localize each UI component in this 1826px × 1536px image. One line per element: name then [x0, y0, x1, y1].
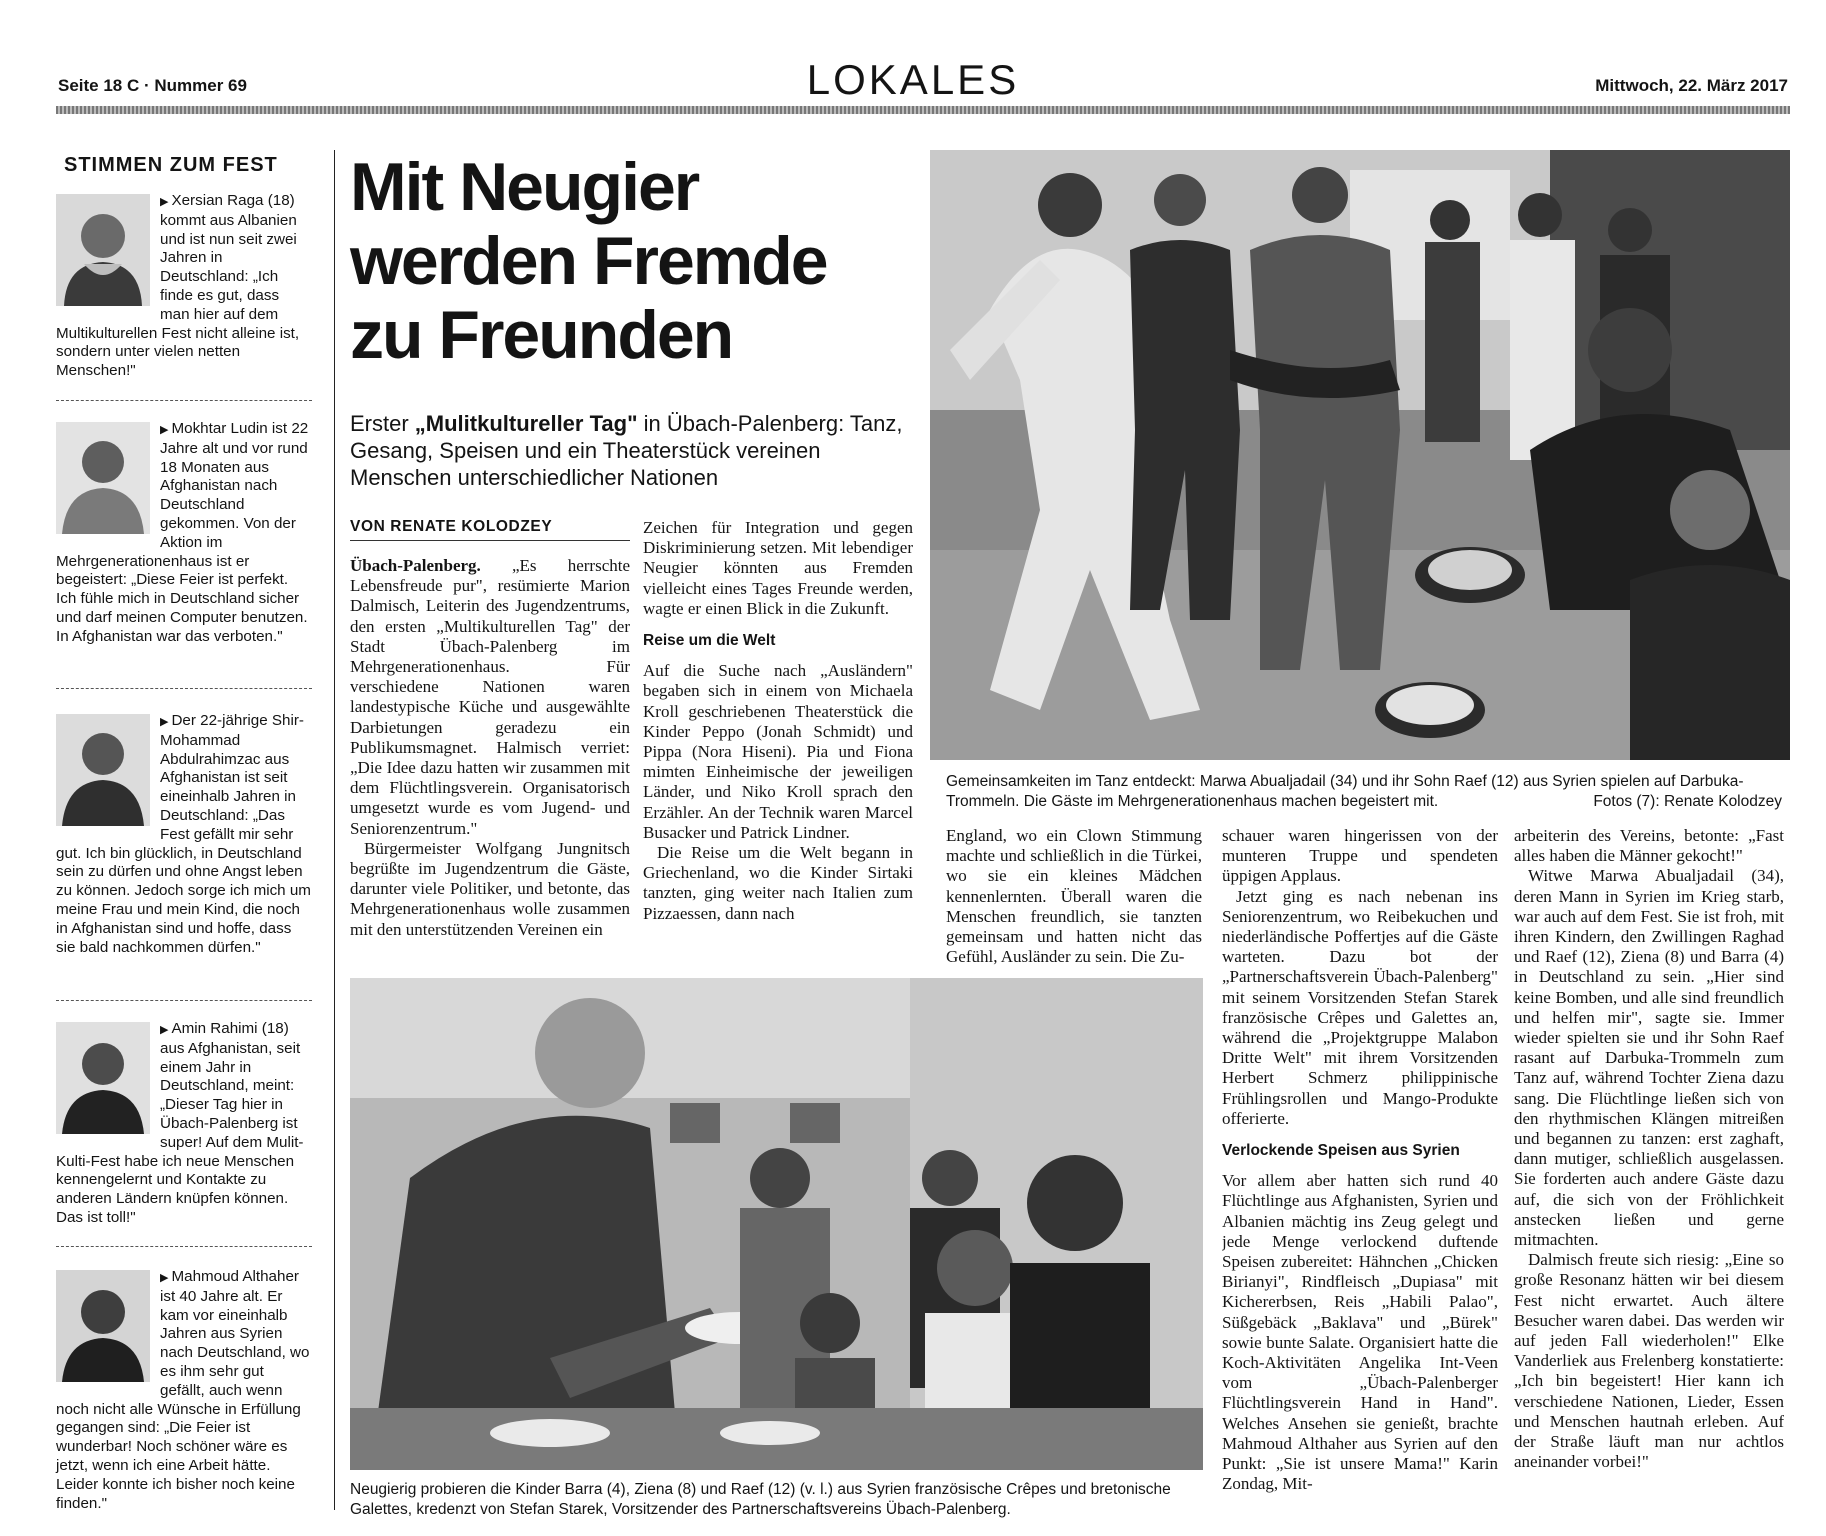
- bullet-triangle-icon: ▶: [160, 424, 169, 436]
- portrait-photo: [56, 1270, 150, 1382]
- article-headline: Mit Neugier werden Fremde zu Freunden: [350, 149, 827, 373]
- issue-date: Mittwoch, 22. März 2017: [1595, 76, 1788, 95]
- photo-credit: Fotos (7): Renate Kolodzey: [1593, 792, 1782, 810]
- bullet-triangle-icon: ▶: [160, 196, 169, 208]
- bullet-triangle-icon: ▶: [160, 1024, 169, 1036]
- page-number-info: Seite 18 C · Nummer 69: [58, 76, 247, 95]
- top-photo-caption: Gemeinsamkeiten im Tanz entdeckt: Marwa Abualjadail (34) und ihr Sohn Raef (12) aus Syrien spielen auf Darbuka-Trommeln. Die Gäste im Mehrgenerationenhaus machen begeistert mit. Fotos (7): Renate Kolodzey: [946, 773, 1782, 810]
- article-column-5: arbeiterin des Vereins, betonte: „Fast alles haben die Männer gekocht!" Witwe Marwa Abualjadail (34), deren Mann in Syrien im Krieg starb, war auch auf dem Fest. Sie ist froh, mit ihren Kindern, den Zwillingen Raghad und Raef (12), Ziena (8) und Barra (4) in Deutschland zu sein. „Hier sind keine Bomben, und alle sind freundlich und helfen mir", sagte sie. Immer wieder spielten sie und ihr Sohn Raef rasant auf Darbuka-Trommeln zum Tanz auf, während Tochter Ziena dazu sang. Die Flüchtlinge ließen sich von den rhythmischen Klängen mitreißen und begannen zu tanzen: erst zaghaft, dann mutiger, schließlich ausgelassen. Sie forderten auch andere Gäste dazu auf, die sich von der Fröhlichkeit anstecken ließen und gerne mitmachten. Dalmisch freute sich riesig: „Eine so große Resonanz hätten wir bei diesem Fest nicht erwartet. Auch ältere Besucher waren dabei. Das werden wir auf jeden Fall wiederholen!" Elke Vanderliek aus Frelenberg konstatierte: „Ich bin begeistert! Hier kann ich verschiedene Nationen, Lieder, Essen und Menschen hautnah erleben. Auf der Straße läuft man nur achtlos aneinander vorbei!": [1514, 826, 1784, 1472]
- bullet-triangle-icon: ▶: [160, 716, 169, 728]
- dance-photo: [930, 150, 1790, 760]
- article-column-2: Zeichen für Integration und gegen Diskriminierung setzen. Mit lebendiger Neugier könnten aus Fremden vielleicht eines Tages Freunde werden, wagte er einen Blick in die Zukunft. Reise um die Welt Auf die Suche nach „Ausländern" begaben sich in einem von Michaela Kroll geschriebenen Theaterstück die Kinder Peppo (Jonah Schmidt) und Pippa (Nora Hiseni). Pia und Fiona mimten Einheimische der jeweiligen Länder, und Niko Kroll sprach den Erzähler. An der Technik waren Marcel Busacker und Patrick Lindner. Die Reise um die Welt begann in Griechenland, wo die Kinder Sirtaki tanzten, ging weiter nach Italien zum Pizzaessen, dann nach: [643, 518, 913, 923]
- section-title: LOKALES: [806, 56, 1020, 103]
- sidebar-entry: ▶ Mokhtar Ludin ist 22 Jahre alt und vor rund 18 Monaten aus Afghanistan nach Deutschland gekommen. Von der Aktion im Mehrgenerationenhaus ist er begeistert: „Diese Feier ist perfekt. Ich fühle mich in Deutschland sicher und darf meinen Computer benutzen. In Afghanistan war das verboten.": [56, 420, 309, 645]
- section-subheading: Verlockende Speisen aus Syrien: [1222, 1142, 1460, 1160]
- portrait-photo: [56, 1022, 150, 1134]
- crepes-photo: [350, 978, 1203, 1470]
- sidebar-separator: [56, 688, 312, 689]
- portrait-photo: [56, 422, 150, 534]
- article-column-3: England, wo ein Clown Stimmung machte und schließlich in die Türkei, wo sie ein kleines Mädchen kennenlernten. Überall waren die Menschen freundlich, sie tanzten gemeinsam und hatten nicht das Gefühl, Ausländer zu sein. Die Zu-: [946, 826, 1202, 967]
- section-subheading: Reise um die Welt: [643, 632, 776, 650]
- bullet-triangle-icon: ▶: [160, 1272, 169, 1284]
- sidebar-divider: [334, 150, 335, 1510]
- sidebar-entry: ▶ Mahmoud Althaher ist 40 Jahre alt. Er kam vor eineinhalb Jahren aus Syrien nach Deutschland, wo es ihm sehr gut gefällt, auch wenn noch nicht alle Wünsche in Erfüllung gegangen sind: „Die Feier ist wunderbar! Noch schöner wäre es jetzt, wenn ich eine Arbeit hätte. Leider konnte ich bisher noch keine finden.": [56, 1268, 310, 1512]
- sidebar-title: STIMMEN ZUM FEST: [64, 154, 278, 176]
- article-column-1: Übach-Palenberg. „Es herrschte Lebensfreude pur", resümierte Marion Dalmisch, Leiterin des Jugendzentrums, den ersten „Multikulturellen Tag" der Stadt Übach-Palenberg im Mehrgenerationenhaus. Für verschiedene Nationen waren landestypische Küche und ausgewählte Darbietungen geradezu ein Publikumsmagnet. Halmisch verriet: „Die Idee dazu hatten wir zusammen mit dem Flüchtlingsverein. Organisatorisch umgesetzt wurde es vom Jugend- und Seniorenzentrum." Bürgermeister Wolfgang Jungnitsch begrüßte im Jugendzentrum die Gäste, darunter viele Politiker, und betonte, das Mehrgenerationenhaus wolle zusammen mit den unterstützenden Vereinen ein: [350, 556, 630, 939]
- sidebar-entry: ▶ Amin Rahimi (18) aus Afghanistan, seit einem Jahr in Deutschland, meint: „Dieser Tag hier in Übach-Palenberg ist super! Auf dem Mulit-Kulti-Fest habe ich neue Menschen kennengelernt und Kontakte zu anderen Ländern knüpfen können. Das ist toll!": [56, 1020, 304, 1226]
- sidebar-separator: [56, 1000, 312, 1001]
- byline-rule: [350, 540, 630, 541]
- crepes-scene-image: [350, 978, 1203, 1470]
- dance-scene-image: [930, 150, 1790, 760]
- portrait-photo: [56, 714, 150, 826]
- sidebar-entry: ▶ Der 22-jährige Shir-Mohammad Abdulrahimzac aus Afghanistan ist seit eineinhalb Jahren in Deutschland: „Das Fest gefällt mir sehr gut. Ich bin glücklich, in Deutschland sein zu dürfen und ohne Angst leben zu können. Jedoch sorge ich mich um meine Frau und mein Kind, die noch in Afghanistan sind und hoffe, dass sie bald nachkommen dürfen.": [56, 712, 311, 956]
- article-column-4: schauer waren hingerissen von der munteren Truppe und spendeten üppigen Applaus. Jetzt ging es nach nebenan ins Seniorenzentrum, wo Reibekuchen und niederländische Poffertjes auf die Gäste warteten. Dazu bot der „Partnerschaftsverein Übach-Palenberg" mit seinem Vorsitzenden Stefan Starek französische Crêpes und Galettes an, während die „Projektgruppe Malabon Dritte Welt" mit ihrem Vorsitzenden Herbert Schmerz philippinische Frühlingsrollen und Mango-Produkte offerierte. Verlockende Speisen aus Syrien Vor allem aber hatten sich rund 40 Flüchtlinge aus Afghanisten, Syrien und Albanien mächtig ins Zeug gelegt und jede Menge verlockend duftende Speisen zubereitet: Hähnchen „Chicken Birianyi", Rindfleisch „Dupiasa" mit Kichererbsen, Reis „Habili Palao", Süßgebäck „Baklava" und „Bürek" sowie bunte Salate. Organisiert hatte die Koch-Aktivitäten Angelika Int-Veen vom „Übach-Palenberger Flüchtlingsverein Hand in Hand". Welches Ansehen sie genießt, brachte Mahmoud Althaher aus Syrien auf den Punkt: „Sie ist unsere Mama!" Karin Zondag, Mit-: [1222, 826, 1498, 1494]
- sidebar-entry: ▶ Xersian Raga (18) kommt aus Albanien und ist nun seit zwei Jahren in Deutschland: „Ich finde es gut, dass man hier auf dem Multikulturellen Fest nicht alleine ist, sondern unter vielen netten Menschen!": [56, 192, 300, 380]
- header-rule: [56, 106, 1790, 114]
- article-subhead: Erster „Mulitkultureller Tag" in Übach-Palenberg: Tanz, Gesang, Speisen und ein Theaterstück vereinen Menschen unterschiedlicher Nationen: [350, 411, 903, 490]
- sidebar-separator: [56, 1246, 312, 1247]
- portrait-photo: [56, 194, 150, 306]
- sidebar-separator: [56, 400, 312, 401]
- author-byline: VON RENATE KOLODZEY: [350, 518, 553, 535]
- bottom-photo-caption: Neugierig probieren die Kinder Barra (4), Ziena (8) und Raef (12) (v. l.) aus Syrien französische Crêpes und bretonische Galettes, kredenzt von Stefan Starek, Vorsitzender des Partnerschaftsvereins Übach-Palenberg.: [350, 1481, 1171, 1518]
